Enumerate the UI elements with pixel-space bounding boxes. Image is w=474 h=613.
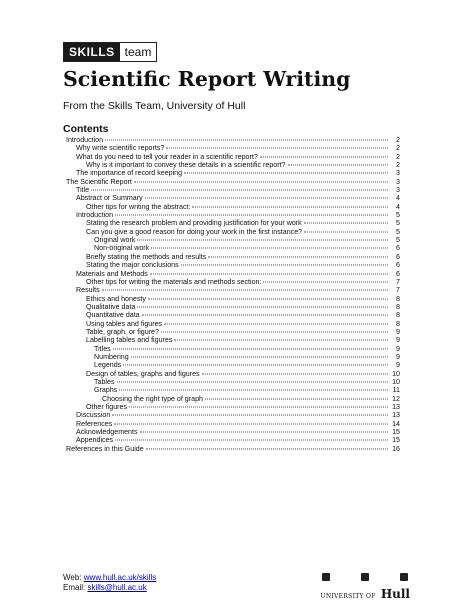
toc-entry[interactable] (66, 228, 400, 236)
toc-entry-page: 13 (392, 403, 400, 411)
toc-dot-leader (184, 173, 388, 174)
toc-entry[interactable] (66, 336, 400, 344)
toc-entry-page: 14 (392, 419, 400, 428)
toc-entry[interactable] (66, 286, 400, 294)
toc-dot-leader (161, 331, 388, 332)
toc-entry-title: Legends (94, 361, 122, 370)
toc-dot-leader (181, 265, 388, 266)
logo-team-text: team (120, 43, 157, 61)
toc-dot-leader (304, 223, 388, 224)
toc-entry-title: Using tables and figures (86, 319, 163, 328)
toc-dot-leader (137, 306, 388, 307)
toc-entry-page: 8 (396, 319, 400, 328)
university-name-small: UNIVERSITY OF (320, 593, 376, 600)
toc-entry-page: 8 (396, 311, 400, 320)
toc-entry-title: Non-original work (94, 244, 150, 253)
toc-dot-leader (129, 407, 388, 408)
toc-entry-page: 7 (396, 277, 400, 286)
toc-entry-page: 10 (392, 377, 400, 386)
toc-entry[interactable] (66, 236, 400, 244)
toc-dot-leader (115, 440, 388, 441)
toc-entry[interactable] (66, 270, 400, 278)
toc-entry-page: 3 (396, 169, 400, 178)
toc-dot-leader (117, 381, 388, 382)
toc-entry-page: 3 (396, 186, 400, 195)
logo-skills-text: SKILLS (64, 43, 120, 61)
toc-entry-page: 2 (396, 161, 400, 170)
toc-dot-leader (137, 240, 388, 241)
toc-entry-title: Other figures (86, 403, 128, 411)
toc-entry-title: References in this Guide (66, 444, 144, 453)
toc-entry[interactable] (66, 219, 400, 227)
crest-icon (320, 573, 410, 582)
toc-entry[interactable] (66, 328, 400, 336)
footer-web (63, 573, 156, 582)
toc-entry-page: 4 (396, 202, 400, 211)
toc-entry-title: Labelling tables and figures (86, 336, 173, 345)
toc-dot-leader (150, 273, 388, 274)
toc-entry-page: 15 (392, 436, 400, 445)
toc-entry-page: 3 (396, 177, 400, 186)
toc-entry-page: 8 (396, 294, 400, 303)
university-name-big: Hull (380, 587, 410, 601)
toc-entry-page: 15 (392, 428, 400, 437)
toc-dot-leader (208, 256, 388, 257)
toc-entry[interactable] (66, 311, 400, 319)
toc-entry[interactable] (66, 186, 400, 194)
toc-entry-title: Ethics and honesty (86, 294, 146, 303)
toc-entry[interactable] (66, 278, 400, 286)
toc-entry[interactable] (66, 295, 400, 303)
toc-entry-page: 10 (392, 369, 400, 378)
toc-entry-page: 5 (396, 227, 400, 236)
toc-entry[interactable] (66, 144, 400, 152)
toc-entry[interactable] (66, 445, 400, 453)
skills-team-logo (63, 42, 157, 62)
toc-entry-title: The Scientific Report (66, 177, 132, 186)
contents-heading: Contents (63, 123, 109, 135)
toc-dot-leader (192, 206, 388, 207)
toc-entry-title: Tables (94, 377, 115, 386)
toc-entry-page: 9 (396, 327, 400, 336)
toc-entry-page: 16 (392, 444, 400, 453)
toc-dot-leader (112, 415, 388, 416)
toc-entry[interactable] (66, 203, 400, 211)
toc-entry-page: 5 (396, 219, 400, 228)
toc-entry-title: What do you need to tell your reader in a scientific report? (76, 152, 258, 161)
toc-entry[interactable] (66, 436, 400, 444)
toc-entry-title: Qualitative data (86, 302, 136, 311)
toc-entry[interactable] (66, 194, 400, 202)
toc-entry[interactable] (66, 169, 400, 177)
toc-entry-page: 2 (396, 152, 400, 161)
toc-entry-page: 8 (396, 302, 400, 311)
toc-entry-title: Discussion (76, 411, 111, 420)
toc-entry-page: 9 (396, 344, 400, 353)
toc-entry[interactable] (66, 403, 400, 411)
toc-entry-page: 6 (396, 261, 400, 270)
toc-entry-title: Other tips for writing the abstract: (86, 202, 191, 211)
toc-entry-title: Briefly stating the methods and results (86, 252, 207, 261)
toc-entry[interactable] (66, 161, 400, 169)
toc-entry[interactable] (66, 261, 400, 269)
toc-entry[interactable] (66, 345, 400, 353)
toc-dot-leader (134, 181, 388, 182)
toc-entry-page: 6 (396, 252, 400, 261)
toc-dot-leader (151, 248, 388, 249)
toc-entry-title: Introduction (66, 136, 104, 144)
toc-entry-title: Introduction (76, 211, 114, 220)
toc-entry-title: Choosing the right type of graph (102, 394, 203, 403)
toc-dot-leader (166, 148, 388, 149)
toc-entry[interactable] (66, 353, 400, 361)
toc-entry-title: Table, graph, or figure? (86, 327, 159, 336)
footer-email-label: Email: (63, 583, 86, 592)
toc-entry-title: Results (76, 286, 100, 295)
toc-entry-page: 5 (396, 236, 400, 245)
toc-entry[interactable] (66, 211, 400, 219)
toc-entry-page: 6 (396, 269, 400, 278)
toc-entry-title: Why write scientific reports? (76, 144, 165, 153)
toc-entry[interactable] (66, 428, 400, 436)
toc-entry[interactable] (66, 320, 400, 328)
toc-entry[interactable] (66, 244, 400, 252)
toc-entry[interactable] (66, 253, 400, 261)
toc-dot-leader (202, 373, 388, 374)
toc-entry-title: Titles (94, 344, 111, 353)
toc-dot-leader (288, 165, 388, 166)
toc-entry[interactable] (66, 153, 400, 161)
toc-entry-page: 6 (396, 244, 400, 253)
toc-entry-page: 11 (392, 386, 400, 395)
toc-entry-title: Other tips for writing the materials and methods section: (86, 277, 262, 286)
toc-dot-leader (140, 432, 388, 433)
toc-dot-leader (131, 356, 388, 357)
toc-dot-leader (113, 348, 388, 349)
toc-entry-page: 5 (396, 211, 400, 220)
toc-entry-title: Title (76, 186, 90, 195)
toc-entry-title: Design of tables, graphs and figures (86, 369, 200, 378)
toc-dot-leader (174, 340, 388, 341)
toc-entry[interactable] (66, 395, 400, 403)
toc-entry-title: Appendices (76, 436, 114, 445)
toc-entry-page: 9 (396, 352, 400, 361)
toc-entry[interactable] (66, 386, 400, 394)
footer-email (63, 583, 147, 592)
toc-dot-leader (123, 365, 388, 366)
toc-entry-title: The importance of record keeping (76, 169, 183, 178)
toc-entry[interactable] (66, 378, 400, 386)
toc-entry-title: Abstract or Summary (76, 194, 143, 203)
toc-entry-title: Stating the major conclusions (86, 261, 179, 270)
toc-entry-page: 9 (396, 361, 400, 370)
toc-entry[interactable] (66, 420, 400, 428)
toc-entry[interactable] (66, 136, 400, 144)
toc-dot-leader (91, 190, 388, 191)
toc-entry-title: Graphs (94, 386, 118, 395)
footer-web-link[interactable]: www.hull.ac.uk/skills (83, 573, 157, 582)
toc-entry-title: Acknowledgements (76, 428, 138, 437)
toc-dot-leader (115, 215, 388, 216)
toc-dot-leader (145, 198, 388, 199)
toc-entry-title: Quantitative data (86, 311, 140, 320)
toc-entry-title: Why is it important to convey these details in a scientific report? (86, 161, 286, 170)
table-of-contents (66, 136, 400, 453)
footer-email-link[interactable]: skills@hull.ac.uk (87, 583, 147, 592)
toc-entry-page: 7 (396, 286, 400, 295)
toc-entry-title: Materials and Methods (76, 269, 148, 278)
footer-web-label: Web: (63, 573, 82, 582)
toc-entry-page: 9 (396, 336, 400, 345)
university-of-hull-logo (320, 573, 410, 601)
toc-dot-leader (263, 281, 388, 282)
toc-entry-title: References (76, 419, 113, 428)
toc-dot-leader (119, 390, 388, 391)
toc-entry-page: 2 (396, 136, 400, 144)
toc-entry-title: Stating the research problem and providing justification for your work (86, 219, 302, 228)
toc-entry-title: Can you give a good reason for doing your work in the first instance? (86, 227, 303, 236)
toc-entry[interactable] (66, 361, 400, 369)
toc-entry[interactable] (66, 370, 400, 378)
document-subtitle: From the Skills Team, University of Hull (63, 100, 246, 112)
toc-entry-page: 12 (392, 394, 400, 403)
toc-dot-leader (304, 231, 388, 232)
university-name (320, 583, 410, 602)
toc-dot-leader (148, 298, 388, 299)
toc-dot-leader (205, 398, 388, 399)
toc-entry-page: 2 (396, 144, 400, 153)
toc-dot-leader (105, 140, 388, 141)
toc-dot-leader (146, 448, 388, 449)
toc-entry-page: 13 (392, 411, 400, 420)
toc-dot-leader (260, 156, 388, 157)
toc-dot-leader (102, 290, 388, 291)
toc-dot-leader (142, 315, 388, 316)
toc-dot-leader (164, 323, 388, 324)
toc-entry-title: Numbering (94, 352, 129, 361)
toc-entry[interactable] (66, 411, 400, 419)
toc-entry-title: Original work (94, 236, 136, 245)
toc-entry[interactable] (66, 303, 400, 311)
document-title: Scientific Report Writing (63, 67, 351, 91)
toc-entry-page: 4 (396, 194, 400, 203)
toc-dot-leader (114, 423, 388, 424)
toc-entry[interactable] (66, 178, 400, 186)
